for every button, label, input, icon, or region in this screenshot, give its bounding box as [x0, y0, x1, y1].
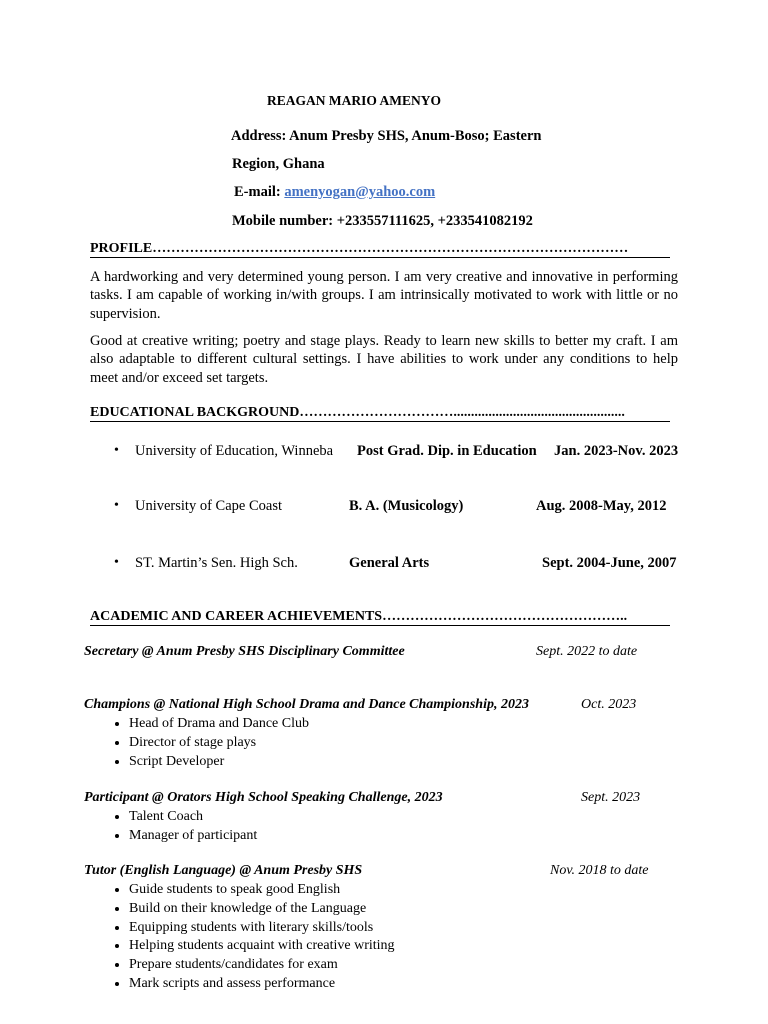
email-label: E-mail:	[234, 184, 285, 200]
list-item: • Helping students acquaint with creative writing	[129, 937, 395, 956]
bullet-dot: •	[114, 498, 119, 513]
list-item: • Prepare students/candidates for exam	[129, 956, 395, 975]
achievement-title: Participant @ Orators High School Speaking Challenge, 2023	[84, 790, 443, 805]
email-row	[234, 184, 435, 201]
achievements-heading: ACADEMIC AND CAREER ACHIEVEMENTS……………………………………………..	[90, 609, 670, 626]
profile-heading: PROFILE…………………………………………………………………………………………	[90, 241, 670, 258]
list-item: • Talent Coach	[129, 808, 257, 827]
achievement-date: Nov. 2018 to date	[550, 863, 649, 878]
education-period: Aug. 2008-May, 2012	[536, 498, 667, 514]
achievement-title: Champions @ National High School Drama and Dance Championship, 2023	[84, 697, 529, 712]
achievement-title: Tutor (English Language) @ Anum Presby SHS	[84, 863, 363, 878]
mobile-number: Mobile number: +233557111625, +233541082192	[232, 213, 533, 229]
list-item: • Equipping students with literary skills/tools	[129, 919, 395, 938]
list-item: • Manager of participant	[129, 827, 257, 846]
bullet-dot: •	[114, 443, 119, 458]
achievement-date: Sept. 2023	[581, 790, 641, 805]
achievement-title: Secretary @ Anum Presby SHS Disciplinary Committee	[84, 644, 405, 659]
list-item: • Script Developer	[129, 753, 309, 772]
education-school: University of Education, Winneba	[135, 443, 334, 459]
email-link[interactable]: amenyogan@yahoo.com	[284, 184, 436, 200]
candidate-name: REAGAN MARIO AMENYO	[267, 93, 441, 108]
bullet-dot: •	[114, 555, 119, 570]
achievement-bullets	[88, 881, 395, 994]
education-period: Jan. 2023-Nov. 2023	[554, 443, 679, 459]
list-item: • Director of stage plays	[129, 734, 309, 753]
list-item: • Mark scripts and assess performance	[129, 975, 395, 994]
achievement-bullets	[88, 715, 309, 771]
education-heading: EDUCATIONAL BACKGROUND…………………………….................................................	[90, 405, 670, 422]
address-line-2: Region, Ghana	[232, 156, 325, 172]
list-item: • Head of Drama and Dance Club	[129, 715, 309, 734]
address-line-1: Address: Anum Presby SHS, Anum-Boso; Eastern	[231, 128, 542, 144]
list-item: • Guide students to speak good English	[129, 881, 395, 900]
achievement-bullets	[88, 808, 257, 846]
profile-paragraph-2: Good at creative writing; poetry and stage plays. Ready to learn new skills to better my craft. I am also adaptable to different cultural settings. I have abilities to work under any conditions to help meet and/or exceed set targets.	[90, 333, 678, 386]
education-qualification: Post Grad. Dip. in Education	[357, 443, 537, 459]
education-qualification: General Arts	[349, 555, 430, 571]
profile-paragraph-1: A hardworking and very determined young person. I am very creative and innovative in performing tasks. I am capable of working in/with groups. I am intrinsically motivated to work with little or no supervision.	[90, 269, 678, 322]
education-period: Sept. 2004-June, 2007	[542, 555, 677, 571]
education-qualification: B. A. (Musicology)	[349, 498, 464, 514]
education-school: ST. Martin’s Sen. High Sch.	[135, 555, 298, 571]
list-item: • Build on their knowledge of the Language	[129, 900, 395, 919]
education-school: University of Cape Coast	[135, 498, 282, 514]
achievement-date: Sept. 2022 to date	[536, 644, 638, 659]
achievement-date: Oct. 2023	[581, 697, 637, 712]
